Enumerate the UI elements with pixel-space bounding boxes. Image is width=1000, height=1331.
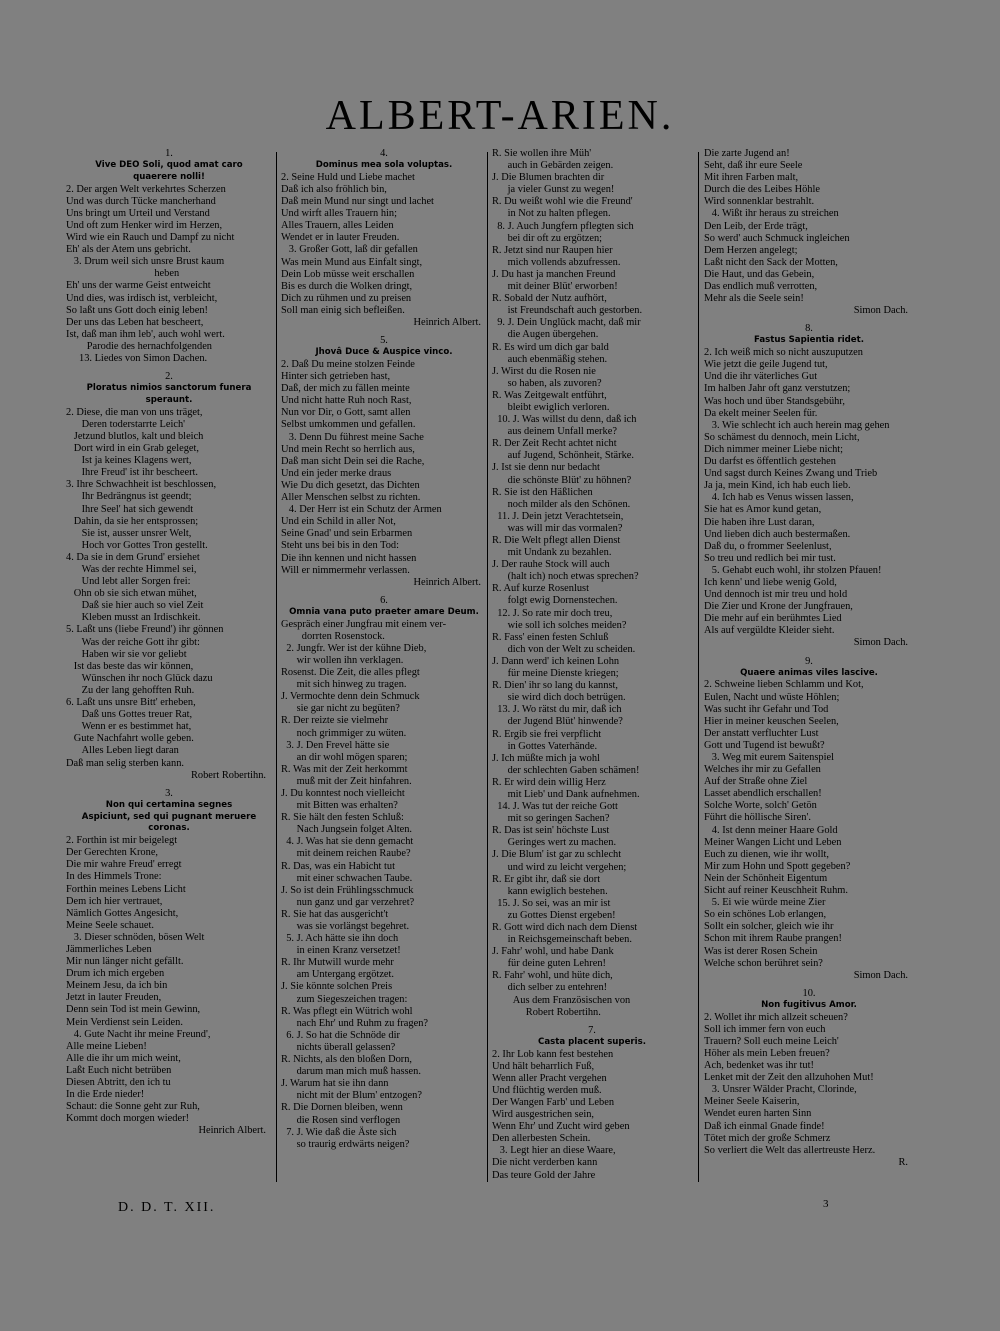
song-section bbox=[492, 148, 692, 1019]
song-author: Heinrich Albert. bbox=[413, 317, 481, 329]
song-motto: Omnia vana puto praeter amare Deum. bbox=[289, 606, 479, 617]
song-author: R. bbox=[898, 1156, 908, 1168]
song-text: 2. Daß Du meine stolzen Feinde Hinter sich getrieben hast, Daß, der mich zu fällen meinte Und nicht hatte Ruh noch Rast, Nun vor Dir, o Gott, samt allen Selbst umkommen und gefallen. 3. Denn Du führest meine Sache Und mein Recht so herrlich aus, Daß man sicht Dein sei die Rache, Und ein jeder merke draus Wie Du dich gesetzt, das Dichten Aller Menschen selbst zu richten. 4. Der Herr ist ein Schutz der Armen Und ein Schild in aller Not, Seine Gnad' und sein Erbarmen Steht uns bei bis in den Tod: Die ihn kennen und nicht hassen Will er nimmermehr verlassen. bbox=[281, 359, 442, 576]
song-text: 2. Diese, die man von uns träget, Deren toderstarrte Leich' Jetzund blutlos, kalt und bleich Dort wird in ein Grab geleget, Ist ja keines Klagens wert, Ihre Freud' ist ihr bescheert. 3. Ihre Schwachheit ist beschlossen, Ihr Bedrängnus ist geendt; Ihre Seel' hat sich gewendt Dahin, da sie her entsprossen; Sie ist, ausser unsrer Welt, Hoch vor Gottes Tron gestellt. 4. Da sie in dem Grund' ersiehet Was der rechte Himmel sei, Und lebt aller Sorgen frei: Ohn ob sie sich etwan mühet, Daß sie hier auch so viel Zeit Kleben musst an Irdischkeit. 5. Laßt uns (liebe Freund') ihr gönnen Was der reiche Gott ihr gibt: Haben wir sie vor geliebt Ist das beste das wir können, Wünschen ihr noch Glück dazu Zu der lang gehofften Ruh. 6. Laßt uns unsre Bitt' erheben, Daß uns Gottes treuer Rat, Wenn er es bestimmet hat, Gute Nachfahrt wolle geben. Alles Leben liegt daran Daß man selig sterben kann. bbox=[66, 406, 224, 769]
song-motto: Non qui certamina segnes Aspiciunt, sed qui pugnant meruere coronas. bbox=[81, 799, 257, 834]
song-author: Heinrich Albert. bbox=[198, 1125, 266, 1137]
song-text: R. Sie wollen ihre Müh' auch in Gebärden zeigen. J. Die Blumen brachten dir ja vieler Gunst zu wegen! R. Du weißt wohl wie die Freund' in Not zu halten pflegen. 8. J. Auch Jungfern pflegten sich bei dir oft zu ergötzen; R. Jetzt sind nur Raupen hier mich vollends abzufressen. J. Du hast ja manchen Freund mit deiner Blüt' erworben! R. Sobald der Nutz aufhört, ist Freundschaft auch gestorben. 9. J. Dein Unglück macht, daß mir die Augen übergehen. R. Es wird um dich gar bald auch ebenmäßig stehen. J. Wirst du die Rosen nie so haben, als zuvoren? R. Was Zeitgewalt entführt, bleibt ewiglich verloren. 10. J. Was willst du denn, daß ich aus deinem Unfall merke? R. Der Zeit Recht achtet nicht auf Jugend, Schönheit, Stärke. J. Ist sie denn nur bedacht die schönste Blüt' zu höhnen? R. Sie ist den Häßlichen noch milder als den Schönen. 11. J. Dein jetzt Verachtetsein, was will mir das vormalen? R. Die Welt pflegt allen Dienst mit Undank zu bezahlen. J. Der rauhe Stock will auch (halt ich) noch etwas sprechen? R. Auf kurze Rosenlust folgt ewig Dornenstechen. 12. J. So rate mir doch treu, wie soll ich solches meiden? R. Fass' einen festen Schluß dich von der Welt zu scheiden. J. Dann werd' ich keinen Lohn für meine Dienste kriegen; R. Dien' ihr so lang du kannst, sie wird dich doch betrügen. 13. J. Wo rätst du mir, daß ich der Jugend Blüt' hinwende? R. Ergib sie frei verpflicht in Gottes Vaterhände. J. Ich müßte mich ja wohl der schlechten Gaben schämen! R. Er wird dein willig Herz mit Lieb' und Dank aufnehmen. 14. J. Was tut der reiche Gott mit so geringen Sachen? R. Das ist sein' höchste Lust Geringes wert zu machen. J. Die Blum' ist gar zu schlecht und wird zu leicht vergehen; R. Er gibt ihr, daß sie dort kann ewiglich bestehen. 15. J. So sei, was an mir ist zu Gottes Dienst ergeben! R. Gott wird dich nach dem Dienst in Reichsgemeinschaft beben. J. Fahr' wohl, und habe Dank für deine guten Lehren! R. Fahr' wohl, und hüte dich, dich selber zu entehren! Aus dem Französischen von Robert Robertihn. bbox=[492, 148, 643, 1018]
song-number: 1. bbox=[165, 148, 173, 159]
song-section bbox=[281, 335, 487, 589]
song-author: Heinrich Albert. bbox=[413, 576, 481, 588]
song-motto: Casta placent superis. bbox=[538, 1036, 646, 1047]
song-motto: Jhovâ Duce & Auspice vinco. bbox=[315, 347, 453, 358]
song-section bbox=[492, 1025, 692, 1182]
song-section bbox=[704, 656, 914, 982]
song-motto: Quaere animas viles lascive. bbox=[740, 667, 878, 678]
song-section bbox=[281, 148, 487, 329]
song-motto: Non fugitivus Amor. bbox=[761, 999, 857, 1010]
song-text: 2. Wollet ihr mich allzeit scheuen? Soll ich immer fern von euch Trauern? Soll euch meine Leich' Höher als mein Leben freuen? Ach, bedenket was ihr tut! Lenket mit der Zeit den allzuhohen Mut! 3. Unsrer Wälder Pracht, Clorinde, Meiner Seele Kaiserin, Wendet euren harten Sinn Daß ich einmal Gnade finde! Tötet mich der große Schmerz So verliert die Welt das allertreuste Herz. bbox=[704, 1011, 876, 1156]
song-number: 2. bbox=[165, 371, 173, 383]
song-number: 6. bbox=[380, 594, 388, 606]
column-rule bbox=[276, 152, 277, 1182]
song-number: 4. bbox=[380, 148, 388, 159]
song-section bbox=[66, 371, 272, 782]
song-number: 5. bbox=[380, 335, 388, 347]
column-1 bbox=[66, 148, 272, 1144]
page-title: ALBERT-ARIEN. bbox=[325, 93, 675, 139]
song-author: Robert Robertihn. bbox=[190, 769, 266, 781]
song-motto: Fastus Sapientia ridet. bbox=[753, 335, 865, 346]
volume-marker: D. D. T. XII. bbox=[118, 1200, 216, 1215]
song-number: 3. bbox=[165, 787, 173, 799]
page-number: 3 bbox=[823, 1198, 829, 1210]
column-2 bbox=[281, 148, 487, 1157]
song-motto: Ploratus nimios sanctorum funera speraunt. bbox=[86, 383, 252, 405]
song-number: 10. bbox=[802, 987, 816, 999]
column-3 bbox=[492, 148, 692, 1188]
song-number: 7. bbox=[588, 1024, 596, 1036]
song-text: Gespräch einer Jungfrau mit einem ver- dorrten Rosenstock. 2. Jungfr. Wer ist der kühne Dieb, wir wollen ihn verklagen. Rosenst. Die Zeit, die alles pflegt mit sich hinweg zu tragen. J. Vermochte denn dein Schmuck sie gar nicht zu begüten? R. Der reizte sie vielmehr noch grimmiger zu wüten. 3. J. Den Frevel hätte sie an dir wohl mögen sparen; R. Was mit der Zeit herkommt muß mit der Zeit hinfahren. J. Du konntest noch vielleicht mit Bitten was erhalten? R. Sie hält den festen Schluß: Nach Jungsein folget Alten. 4. J. Was hat sie denn gemacht mit deinem reichen Raube? R. Das, was ein Habicht tut mit einer schwachen Taube. J. So ist dein Frühlingsschmuck nun ganz und gar verzehret? R. Sie hat das ausgericht't was sie vorlängst begehret. 5. J. Ach hätte sie ihn doch in einen Kranz versetzet! R. Ihr Mutwill wurde mehr am Untergang ergötzet. J. Sie könnte solchen Preis zum Siegeszeichen tragen: R. Was pflegt ein Wütrich wohl nach Ehr' und Ruhm zu fragen? 6. J. So hat die Schnöde dir nichts überall gelassen? R. Nichts, als den bloßen Dorn, darum man mich muß hassen. J. Warum hat sie ihn dann nicht mit der Blum' entzogen? R. Die Dornen bleiben, wenn die Rosen sind verflogen 7. J. Wie daß die Äste sich so traurig erdwärts neigen? bbox=[281, 618, 447, 1150]
song-number: 9. bbox=[805, 655, 813, 667]
song-motto: Vive DEO Soli, quod amat caro quaerere nolli! bbox=[95, 160, 243, 182]
song-author: Simon Dach. bbox=[853, 969, 908, 981]
song-text: 2. Der argen Welt verkehrtes Scherzen Und was durch Tücke mancherhand Uns bringt um Urteil und Verstand Und oft zum Henker wird im Herzen, Wird wie ein Rauch und Dampf zu nicht Eh' als der Atem uns gebricht. 3. Drum weil sich unsre Brust kaum heben Eh' uns der warme Geist entweicht Und dies, was irdisch ist, verbleicht, So laßt uns Gott doch einig leben! Der uns das Leben hat bescheert, Ist, daß man ihm leb', auch wohl wert. Parodie des hernachfolgenden 13. Liedes von Simon Dachen. bbox=[66, 183, 235, 364]
column-rule bbox=[487, 152, 488, 1182]
song-author: Simon Dach. bbox=[853, 305, 908, 317]
song-section bbox=[704, 988, 914, 1169]
song-section bbox=[66, 148, 272, 365]
song-section bbox=[66, 788, 272, 1138]
song-text: 2. Forthin ist mir beigelegt Der Gerechten Krone, Die mir wahre Freud' erregt In des Himmels Trone: Forthin meines Lebens Licht Dem ich hier vertrauet, Nämlich Gottes Angesicht, Meine Seele schauet. 3. Dieser schnöden, bösen Welt Jämmerliches Leben Mir nun länger nicht gefällt. Drum ich mich ergeben Meinem Jesu, da ich bin Jetzt in lauter Freuden, Denn sein Tod ist mein Gewinn, Mein Verdienst sein Leiden. 4. Gute Nacht ihr meine Freund', Alle meine Lieben! Alle die ihr um mich weint, Laßt Euch nicht betrüben Diesen Abtritt, den ich tu In die Erde nieder! Schaut: die Sonne geht zur Ruh, Kommt doch morgen wieder! bbox=[66, 835, 211, 1125]
song-author: Simon Dach. bbox=[853, 637, 908, 649]
song-text: 2. Seine Huld und Liebe machet Daß ich also fröhlich bin, Daß mein Mund nur singt und lachet Und wirft alles Trauern hin; Alles Trauern, alles Leiden Wendet er in lauter Freuden. 3. Großer Gott, laß dir gefallen Was mein Mund aus Einfalt singt, Dein Lob müsse weit erschallen Bis es durch die Wolken dringt, Dich zu rühmen und zu preisen Soll man einig sich befleißen. bbox=[281, 171, 434, 316]
song-section bbox=[704, 148, 914, 317]
song-text: Die zarte Jugend an! Seht, daß ihr eure Seele Mit ihren Farben malt, Durch die des Leibes Höhle Wird sonnenklar bestrahlt. 4. Wißt ihr heraus zu streichen Den Leib, der Erde trägt, So werd' auch Schmuck ingleichen Dem Herzen angelegt; Laßt nicht den Sack der Motten, Die Haut, und das Gebein, Das endlich muß verrotten, Mehr als die Seele sein! bbox=[704, 148, 850, 305]
song-text: 2. Ich weiß mich so nicht auszuputzen Wie jetzt die geile Jugend tut, Und die ihr väterliches Gut Im halben Jahr oft ganz verstutzen; Was hoch und über Standsgebühr, Da ekelt meiner Seelen für. 3. Wie schlecht ich auch herein mag gehen So schämest du dennoch, mein Licht, Dich nimmer meiner Liebe nicht; Du darfst es öffentlich gestehen Und sagst durch Keines Zwang und Trieb Ja ja, mein Kind, ich hab euch lieb. 4. Ich hab es Venus wissen lassen, Sie hat es Amor kund getan, Die haben ihre Lust daran, Und lieben dich auch bestermaßen. Daß du, o frommer Seelenlust, So treu und redlich bei mir tust. 5. Gehabt euch wohl, ihr stolzen Pfauen! Ich kenn' und liebe wenig Gold, Und dennoch ist mir treu und hold Die Zier und Krone der Jungfrauen, Die mehr auf ein berühmtes Lied Als auf vergüldte Kleider sieht. bbox=[704, 347, 890, 637]
song-number: 8. bbox=[805, 323, 813, 335]
song-section bbox=[281, 595, 487, 1151]
song-text: 2. Schweine lieben Schlamm und Kot, Eulen, Nacht und wüste Höhlen; Was sucht ihr Gefahr und Tod Hier in meiner keuschen Seelen, Der anstatt verfluchter Lust Gott und Tugend ist bewußt? 3. Weg mit eurem Saitenspiel Welches ihr mir zu Gefallen Auf der Straße ohne Ziel Lasset abendlich erschallen! Solche Worte, solch' Getön Führt die höllische Siren'. 4. Ist denn meiner Haare Gold Meiner Wangen Licht und Leben Euch zu dienen, wie ihr wollt, Mir zum Hohn und Spott gegeben? Nein der Schönheit Eigentum Sicht auf reiner Keuschheit Ruhm. 5. Ei wie würde meine Zier So ein schönes Lob erlangen, Sollt ein solcher, gleich wie ihr Schon mit ihrem Raube prangen! Was ist derer Rosen Schein Welche schon berühret sein? bbox=[704, 679, 864, 969]
column-4 bbox=[704, 148, 914, 1175]
song-motto: Dominus mea sola voluptas. bbox=[315, 160, 453, 171]
column-rule bbox=[698, 152, 699, 1182]
song-text: 2. Ihr Lob kann fest bestehen Und hält beharrlich Fuß, Wenn aller Pracht vergehen Und flüchtig werden muß. Der Wangen Farb' und Leben Wird ausgestrichen sein, Wenn Ehr' und Zucht wird geben Den allerbesten Schein. 3. Legt hier an diese Waare, Die nicht verderben kann Das teure Gold der Jahre bbox=[492, 1048, 630, 1181]
song-section bbox=[704, 323, 914, 649]
